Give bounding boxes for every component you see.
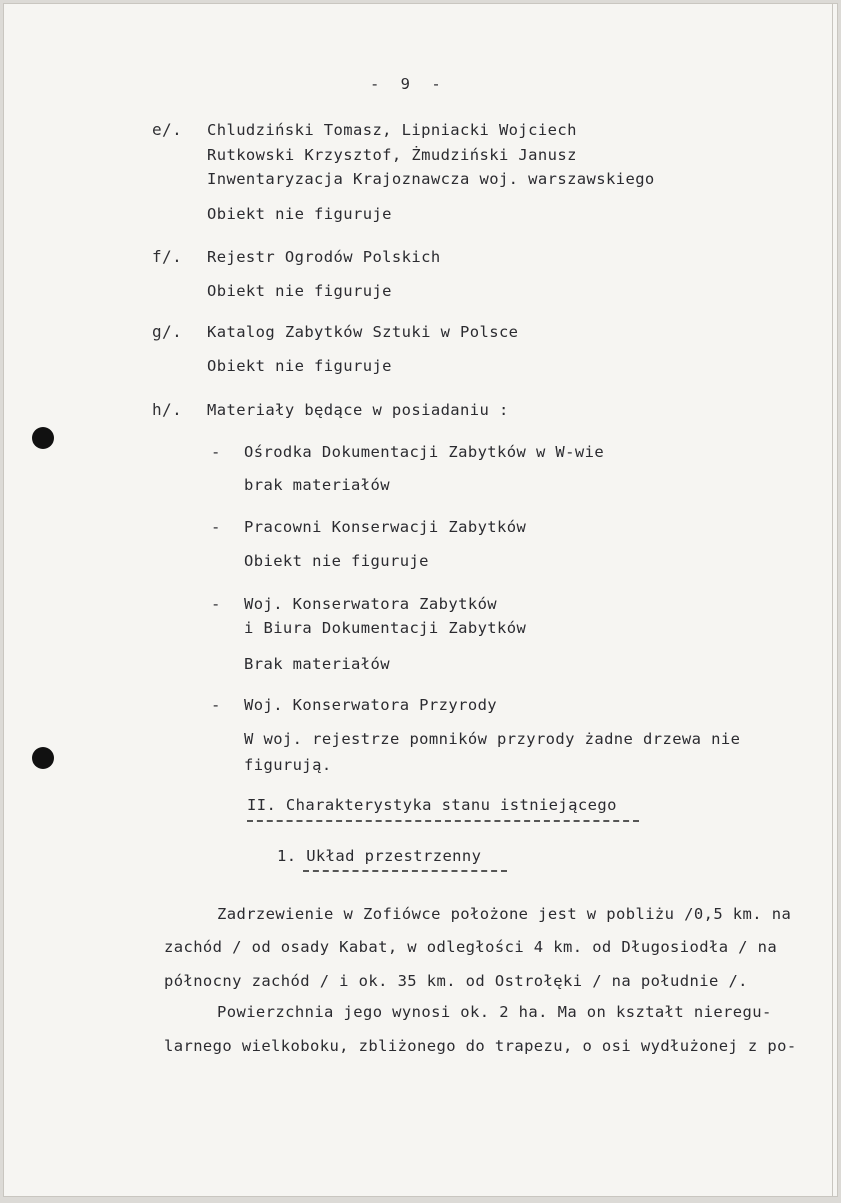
paper-edge <box>832 4 833 1196</box>
paragraph-2-line-2: larnego wielkoboku, zbliżonego do trapezu, o osi wydłużonej z po- <box>164 1037 797 1055</box>
list-item-1-note: brak materiałów <box>244 476 390 494</box>
punch-hole <box>32 427 54 449</box>
list-item-4-line-1: Woj. Konserwatora Przyrody <box>244 696 498 714</box>
paragraph-1-line-3: północny zachód / i ok. 35 km. od Ostrołęki / na południe /. <box>164 972 748 990</box>
section-e-line-2: Rutkowski Krzysztof, Żmudziński Janusz <box>207 146 577 164</box>
list-item-3-note: Brak materiałów <box>244 655 390 673</box>
section-label-h: h/. <box>152 400 183 419</box>
list-dash: - <box>211 518 221 536</box>
subheading-underline <box>303 870 507 872</box>
page-number: - 9 - <box>370 75 447 93</box>
heading-underline <box>247 820 639 822</box>
list-item-2-line-1: Pracowni Konserwacji Zabytków <box>244 518 527 536</box>
document-page <box>3 3 838 1197</box>
list-item-3-line-2: i Biura Dokumentacji Zabytków <box>244 619 527 637</box>
list-item-4-note-line-2: figurują. <box>244 756 332 774</box>
paragraph-2-line-1: Powierzchnia jego wynosi ok. 2 ha. Ma on kształt nieregu- <box>217 1003 772 1021</box>
section-label-g: g/. <box>152 322 183 341</box>
subheading: 1. Układ przestrzenny <box>277 847 482 865</box>
section-e-line-3: Inwentaryzacja Krajoznawcza woj. warszawskiego <box>207 170 655 188</box>
list-item-4-note-line-1: W woj. rejestrze pomników przyrody żadne drzewa nie <box>244 730 741 748</box>
section-f-line-1: Rejestr Ogrodów Polskich <box>207 248 441 266</box>
section-g-line-1: Katalog Zabytków Sztuki w Polsce <box>207 323 519 341</box>
section-label-f: f/. <box>152 247 183 266</box>
section-label-e: e/. <box>152 120 183 139</box>
section-e-note: Obiekt nie figuruje <box>207 205 392 223</box>
list-dash: - <box>211 595 221 613</box>
section-heading-2: II. Charakterystyka stanu istniejącego <box>247 796 617 814</box>
section-f-note: Obiekt nie figuruje <box>207 282 392 300</box>
section-h-line-1: Materiały będące w posiadaniu : <box>207 401 509 419</box>
list-item-2-note: Obiekt nie figuruje <box>244 552 429 570</box>
punch-hole <box>32 747 54 769</box>
section-e-line-1: Chludziński Tomasz, Lipniacki Wojciech <box>207 121 577 139</box>
paragraph-1-line-1: Zadrzewienie w Zofiówce położone jest w pobliżu /0,5 km. na <box>217 905 792 923</box>
list-dash: - <box>211 696 221 714</box>
list-item-1-line-1: Ośrodka Dokumentacji Zabytków w W-wie <box>244 443 605 461</box>
paragraph-1-line-2: zachód / od osady Kabat, w odległości 4 km. od Długosiodła / na <box>164 938 778 956</box>
section-g-note: Obiekt nie figuruje <box>207 357 392 375</box>
list-dash: - <box>211 443 221 461</box>
list-item-3-line-1: Woj. Konserwatora Zabytków <box>244 595 498 613</box>
